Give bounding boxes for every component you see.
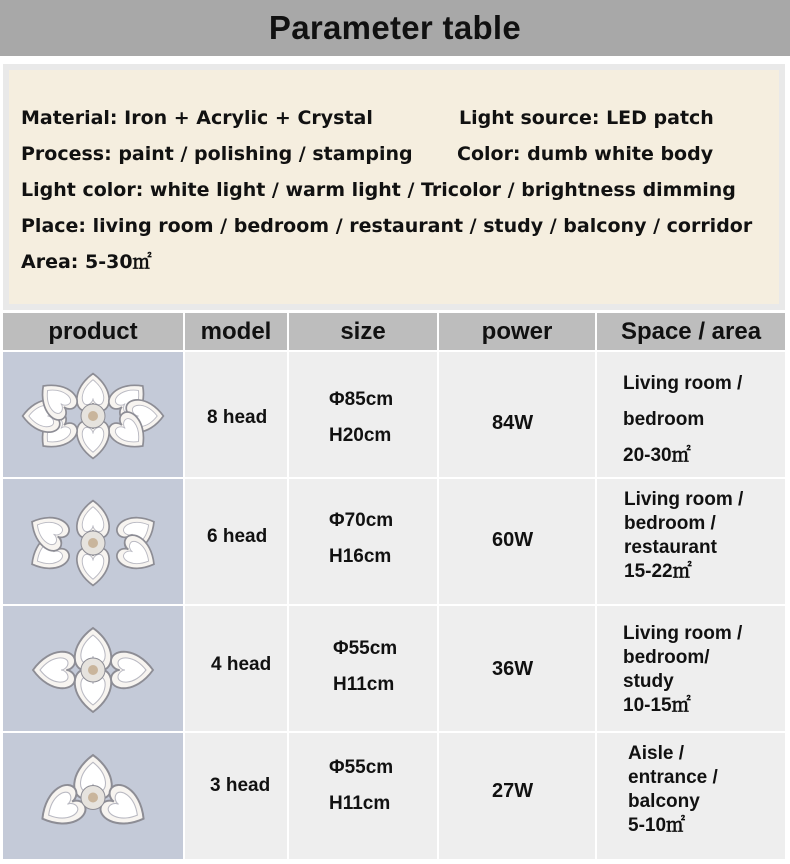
- size-diameter: Φ70cm: [329, 510, 394, 531]
- product-image: [3, 479, 183, 604]
- spec-process: Process: paint / polishing / stamping: [21, 143, 413, 165]
- page-title: Parameter table: [268, 9, 522, 46]
- space-area: 5-10㎡: [628, 815, 686, 836]
- table-row: [3, 479, 785, 604]
- spec-material: Material: Iron + Acrylic + Crystal: [21, 107, 373, 129]
- table-row: [3, 352, 785, 477]
- size-height: H20cm: [329, 425, 392, 446]
- space-line-2: bedroom/: [623, 647, 710, 668]
- space-line-3: balcony: [628, 791, 700, 812]
- spec-area: Area: 5-30㎡: [21, 251, 152, 273]
- space-line-2: bedroom /: [624, 513, 716, 534]
- model-value: 4 head: [211, 654, 272, 675]
- size-diameter: Φ85cm: [329, 389, 394, 410]
- spec-line-2: [21, 136, 779, 172]
- model-value: 3 head: [210, 775, 271, 796]
- spec-line-1: [21, 100, 779, 136]
- model-value: 6 head: [207, 526, 268, 547]
- size-height: H11cm: [333, 674, 395, 695]
- space-line-3: restaurant: [624, 537, 717, 558]
- space-line-3: study: [623, 671, 674, 692]
- space-line-1: Living room /: [624, 489, 744, 510]
- size-height: H16cm: [329, 546, 392, 567]
- spec-box: [3, 64, 785, 310]
- ceiling-lamp-6-head-image: [3, 479, 183, 604]
- space-line-2: bedroom: [623, 409, 705, 430]
- product-image: [3, 733, 183, 859]
- space-line-1: Living room /: [623, 623, 743, 644]
- table-row: [3, 733, 785, 859]
- power-value: 36W: [492, 658, 534, 680]
- title-bar: [0, 0, 790, 56]
- spec-light-color: Light color: white light / warm light / Tricolor / brightness dimming: [21, 179, 736, 201]
- ceiling-lamp-3-head-image: [3, 733, 183, 859]
- model-value: 8 head: [207, 407, 268, 428]
- spec-color: Color: dumb white body: [457, 143, 714, 165]
- size-diameter: Φ55cm: [329, 757, 394, 778]
- header-power: power: [481, 317, 553, 345]
- ceiling-lamp-4-head-image: [3, 606, 183, 731]
- size-diameter: Φ55cm: [333, 638, 398, 659]
- table-header: [3, 313, 785, 350]
- product-image: [3, 352, 183, 477]
- space-line-1: Aisle /: [628, 743, 684, 764]
- space-line-1: Living room /: [623, 373, 743, 394]
- spec-panel: [9, 70, 779, 304]
- header-product: product: [48, 317, 138, 345]
- power-value: 60W: [492, 529, 534, 551]
- power-value: 84W: [492, 412, 534, 434]
- product-image: [3, 606, 183, 731]
- ceiling-lamp-8-head-image: [3, 352, 183, 477]
- space-line-2: entrance /: [628, 767, 718, 788]
- size-height: H11cm: [329, 793, 391, 814]
- power-value: 27W: [492, 780, 534, 802]
- header-model: model: [200, 317, 272, 345]
- header-space-area: Space / area: [620, 317, 762, 345]
- space-area: 10-15㎡: [623, 695, 691, 716]
- space-area: 20-30㎡: [623, 445, 691, 466]
- table-row: [3, 606, 785, 731]
- spec-place: Place: living room / bedroom / restaurant / study / balcony / corridor: [21, 215, 753, 237]
- header-size: size: [340, 317, 386, 345]
- space-area: 15-22㎡: [624, 561, 692, 582]
- spec-light-source: Light source: LED patch: [459, 107, 714, 129]
